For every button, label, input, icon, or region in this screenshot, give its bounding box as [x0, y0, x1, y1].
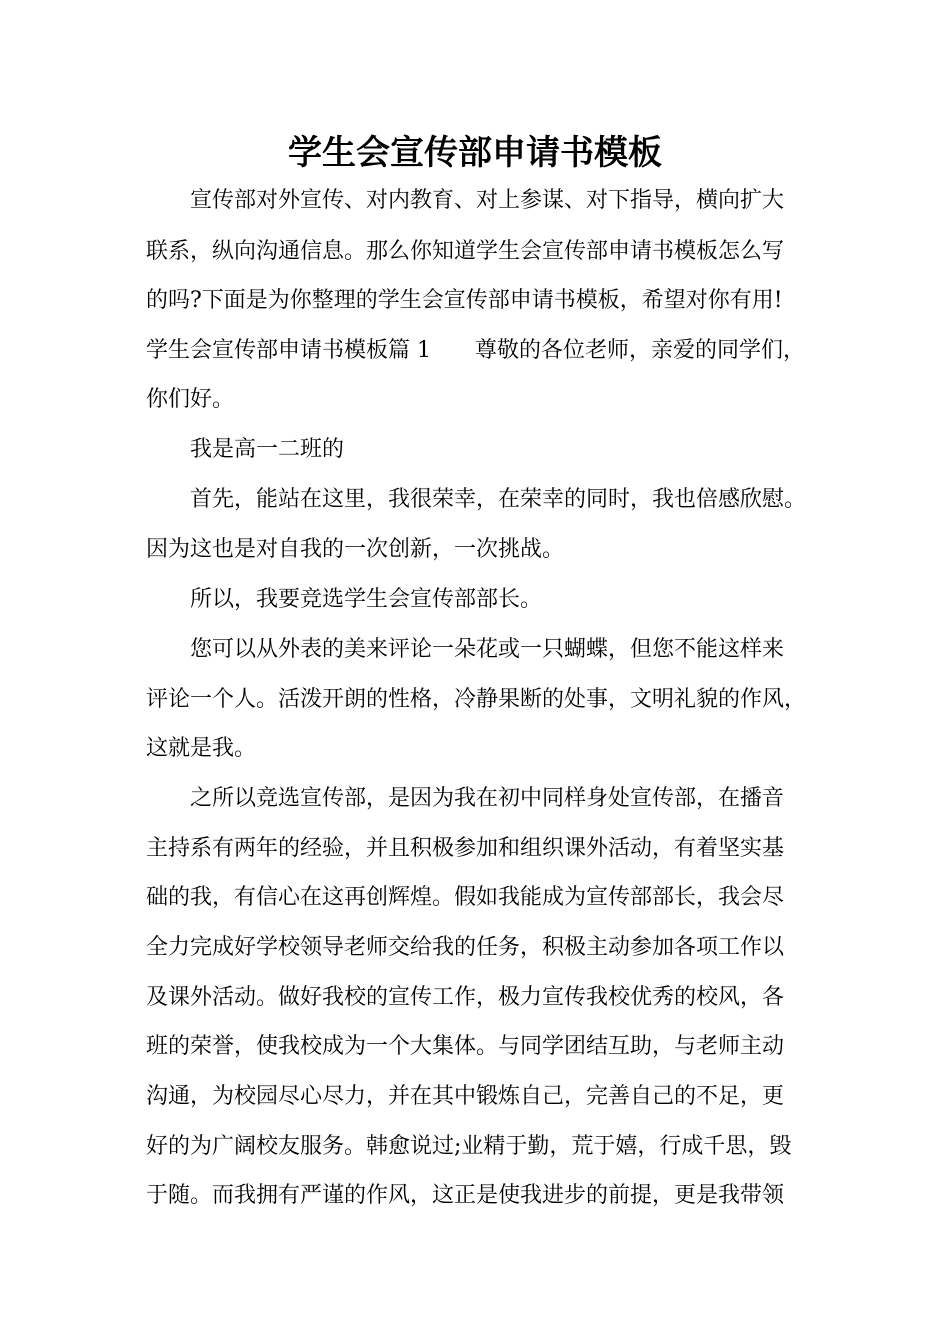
paragraph-line: 首先，能站在这里，我很荣幸，在荣幸的同时，我也倍感欣慰。	[190, 487, 807, 512]
paragraph-line: 于随。而我拥有严谨的作风，这正是使我进步的前提，更是我带领	[146, 1183, 785, 1208]
paragraph-line: 你们好。	[146, 387, 235, 412]
paragraph-line: 之所以竞选宣传部，是因为我在初中同样身处宣传部，在播音	[190, 786, 785, 811]
paragraph-line: 及课外活动。做好我校的宣传工作，极力宣传我校优秀的校风，各	[146, 985, 785, 1010]
paragraph-line: 沟通，为校园尽心尽力，并在其中锻炼自己，完善自己的不足，更	[146, 1084, 785, 1109]
paragraph-line: 班的荣誉，使我校成为一个大集体。与同学团结互助，与老师主动	[146, 1034, 785, 1059]
paragraph-line: 好的为广阔校友服务。韩愈说过;业精于勤，荒于嬉，行成千思，毁	[146, 1134, 792, 1159]
paragraph-line: 联系，纵向沟通信息。那么你知道学生会宣传部申请书模板怎么写	[146, 239, 785, 264]
paragraph-line: 全力完成好学校领导老师交给我的任务，积极主动参加各项工作以	[146, 935, 785, 960]
paragraph-line: 的吗?下面是为你整理的学生会宣传部申请书模板，希望对你有用!	[146, 288, 783, 313]
paragraph-line: 学生会宣传部申请书模板篇 1 尊敬的各位老师，亲爱的同学们，	[146, 338, 805, 363]
paragraph-line: 所以，我要竞选学生会宣传部部长。	[190, 587, 543, 612]
paragraph-line: 础的我，有信心在这再创辉煌。假如我能成为宣传部部长，我会尽	[146, 885, 785, 910]
paragraph-line: 这就是我。	[146, 736, 257, 761]
paragraph-line: 因为这也是对自我的一次创新，一次挑战。	[146, 537, 565, 562]
document-title: 学生会宣传部申请书模板	[288, 133, 662, 173]
paragraph-line: 评论一个人。活泼开朗的性格，冷静果断的处事，文明礼貌的作风，	[146, 687, 807, 712]
paragraph-line: 宣传部对外宣传、对内教育、对上参谋、对下指导，横向扩大	[190, 188, 785, 213]
paragraph-line: 我是高一二班的	[190, 437, 345, 462]
paragraph-line: 您可以从外表的美来评论一朵花或一只蝴蝶，但您不能这样来	[190, 637, 785, 662]
paragraph-line: 主持系有两年的经验，并且积极参加和组织课外活动，有着坚实基	[146, 836, 785, 861]
